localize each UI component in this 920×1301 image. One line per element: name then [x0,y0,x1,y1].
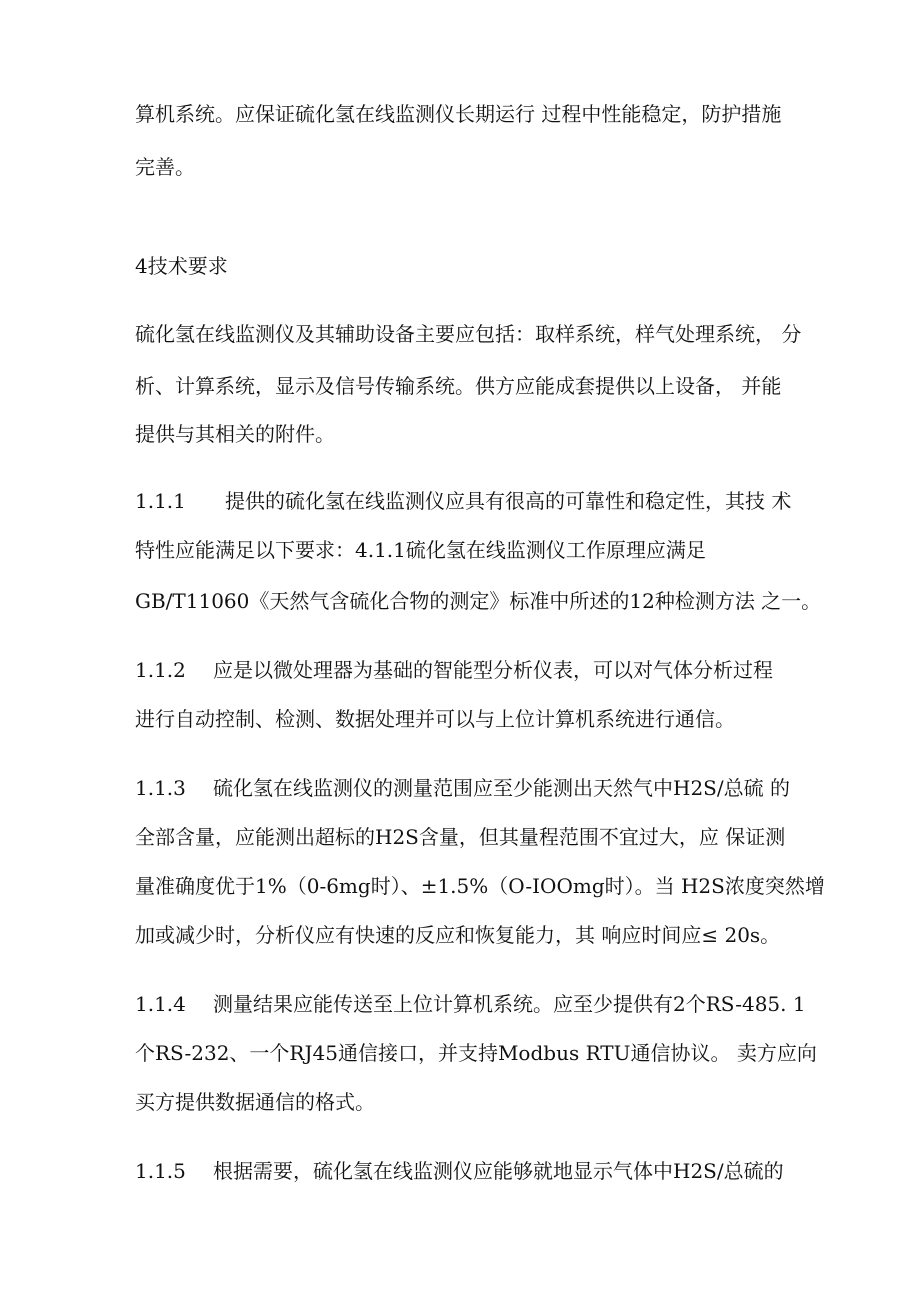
paragraph-line: 特性应能满足以下要求：4.1.1硫化氢在线监测仪工作原理应满足 [135,538,706,562]
paragraph-line: 硫化氢在线监测仪及其辅助设备主要应包括：取样系统，样气处理系统， 分 [135,322,802,346]
clause-number: 1.1.2 [135,658,186,682]
paragraph-line: 提供与其相关的附件。 [135,422,335,446]
clause-number: 1.1.3 [135,776,186,800]
clause-text: 硫化氢在线监测仪的测量范围应至少能测出天然气中H2S/总硫 的 [213,776,790,800]
clause-text: 应是以微处理器为基础的智能型分析仪表，可以对气体分析过程 [213,658,773,682]
paragraph-line: 完善。 [135,155,195,179]
clause-number: 1.1.4 [135,992,186,1016]
clause-number: 1.1.1 [135,489,186,513]
section-heading: 4技术要求 [135,254,228,278]
clause-number: 1.1.5 [135,1159,186,1183]
paragraph-line: 量准确度优于1%（0-6mg时）、±1.5%（O-IOOmg时）。当 H2S浓度突然增 [135,874,825,898]
paragraph-line: 进行自动控制、检测、数据处理并可以与上位计算机系统进行通信。 [135,707,735,731]
clause-1-1-5 [135,1157,784,1185]
clause-text: 提供的硫化氢在线监测仪应具有很高的可靠性和稳定性，其技 术 [225,489,792,513]
paragraph-line: 析、计算系统，显示及信号传输系统。供方应能成套提供以上设备， 并能 [135,374,782,398]
paragraph-line: 个RS-232、一个RJ45通信接口，并支持Modbus RTU通信协议。 卖方应向 [135,1041,817,1065]
paragraph-line: 买方提供数据通信的格式。 [135,1090,375,1114]
paragraph-line: 加或减少时，分析仪应有快速的反应和恢复能力，其 响应时间应≤ 20s。 [135,923,781,947]
paragraph-line: 算机系统。应保证硫化氢在线监测仪长期运行 过程中性能稳定，防护措施 [135,102,782,126]
paragraph-line: GB/T11060《天然气含硫化合物的测定》标准中所述的12种检测方法 之一。 [135,589,822,613]
clause-1-1-3 [135,774,790,802]
clause-text: 测量结果应能传送至上位计算机系统。应至少提供有2个RS-485. 1 [213,992,806,1016]
clause-1-1-2 [135,656,773,684]
clause-1-1-1 [135,487,791,515]
paragraph-line: 全部含量，应能测出超标的H2S含量，但其量程范围不宜过大，应 保证测 [135,825,786,849]
clause-text: 根据需要，硫化氢在线监测仪应能够就地显示气体中H2S/总硫的 [213,1159,784,1183]
clause-1-1-4 [135,990,806,1018]
